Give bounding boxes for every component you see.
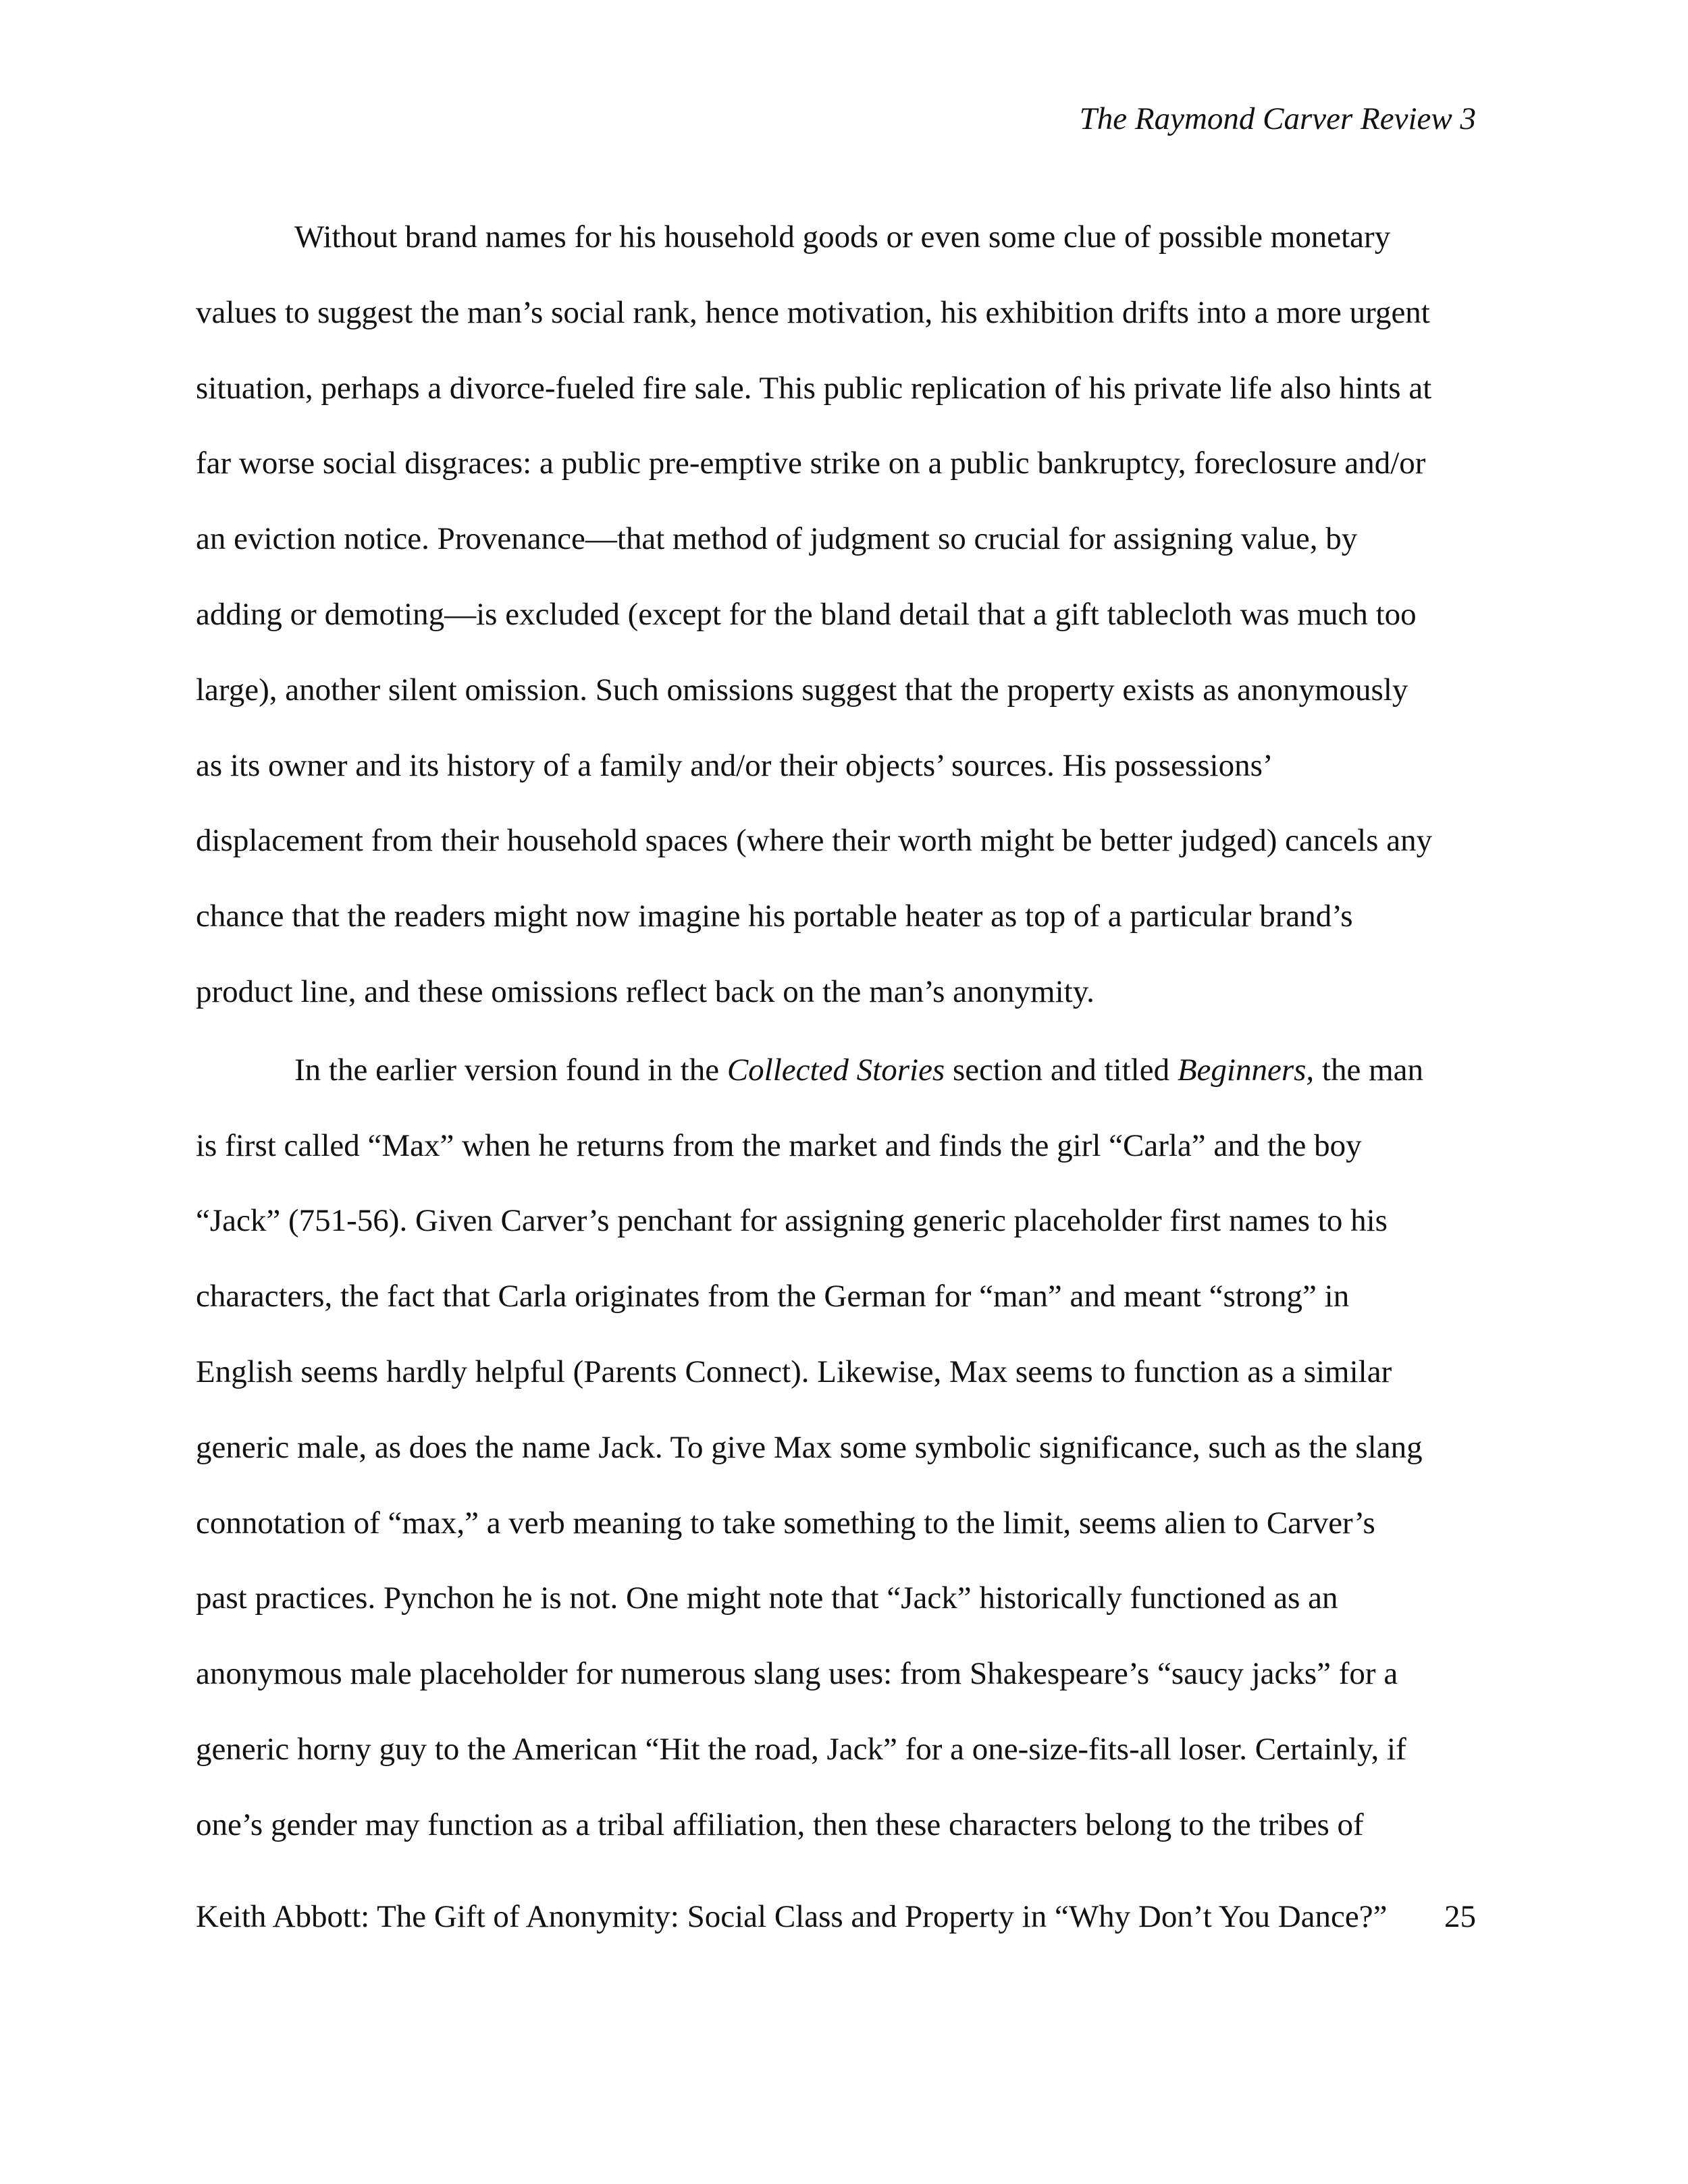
paragraph-2 [196, 1033, 1476, 1863]
body-text [196, 200, 1476, 1863]
paragraph-line: values to suggest the man’s social rank, hence motivation, his exhibition drifts into a more urgent [196, 294, 1430, 330]
paragraph-line: generic horny guy to the American “Hit the road, Jack” for a one-size-fits-all loser. Certainly, if [196, 1731, 1406, 1767]
paragraph-1 [196, 200, 1476, 1030]
paragraph-line: product line, and these omissions reflect back on the man’s anonymity. [196, 974, 1094, 1009]
paragraph-line: large), another silent omission. Such omissions suggest that the property exists as anonymously [196, 672, 1408, 708]
story-title-beginners: Beginners, [1177, 1052, 1315, 1088]
page-number: 25 [1444, 1899, 1476, 1934]
paragraph-line: chance that the readers might now imagine his portable heater as top of a particular brand’s [196, 899, 1353, 934]
paragraph-line: one’s gender may function as a tribal affiliation, then these characters belong to the tribes of [196, 1807, 1364, 1842]
paragraph-line: anonymous male placeholder for numerous slang uses: from Shakespeare’s “saucy jacks” for a [196, 1656, 1398, 1692]
text-run: the man [1314, 1052, 1423, 1088]
paragraph-line: is first called “Max” when he returns from the market and finds the girl “Carla” and the boy [196, 1127, 1362, 1163]
page-footer [196, 1896, 1476, 1938]
paragraph-line: characters, the fact that Carla originates from the German for “man” and meant “strong” in [196, 1279, 1350, 1314]
paragraph-line: adding or demoting—is excluded (except for the bland detail that a gift tablecloth was much too [196, 596, 1417, 632]
paragraph-line: “Jack” (751-56). Given Carver’s penchant for assigning generic placeholder first names to his [196, 1203, 1388, 1239]
paragraph-line: as its owner and its history of a family and/or their objects’ sources. His possessions’ [196, 747, 1273, 783]
paragraph-line: English seems hardly helpful (Parents Connect). Likewise, Max seems to function as a similar [196, 1354, 1392, 1389]
running-head: The Raymond Carver Review 3 [1079, 101, 1476, 136]
footer-citation: Keith Abbott: The Gift of Anonymity: Social Class and Property in “Why Don’t You Dance?” [196, 1899, 1388, 1934]
paragraph-line: an eviction notice. Provenance—that method of judgment so crucial for assigning value, by [196, 521, 1358, 557]
paragraph-line: displacement from their household spaces (where their worth might be better judged) cancels any [196, 823, 1433, 859]
paragraph-line: past practices. Pynchon he is not. One might note that “Jack” historically functioned as an [196, 1580, 1338, 1616]
paragraph-line: generic male, as does the name Jack. To give Max some symbolic significance, such as the slang [196, 1429, 1423, 1465]
paragraph-line: situation, perhaps a divorce-fueled fire sale. This public replication of his private life also hints at [196, 370, 1432, 406]
paragraph-line: connotation of “max,” a verb meaning to take something to the limit, seems alien to Carver’s [196, 1505, 1375, 1541]
paragraph-line: Without brand names for his household goods or even some clue of possible monetary [294, 219, 1391, 255]
paragraph-line: far worse social disgraces: a public pre-emptive strike on a public bankruptcy, foreclosure and/or [196, 446, 1426, 481]
text-run: In the earlier version found in the [294, 1052, 727, 1088]
paragraph-first-line [196, 1033, 1476, 1109]
text-run: section and titled [945, 1052, 1178, 1088]
book-title-collected-stories: Collected Stories [727, 1052, 945, 1088]
